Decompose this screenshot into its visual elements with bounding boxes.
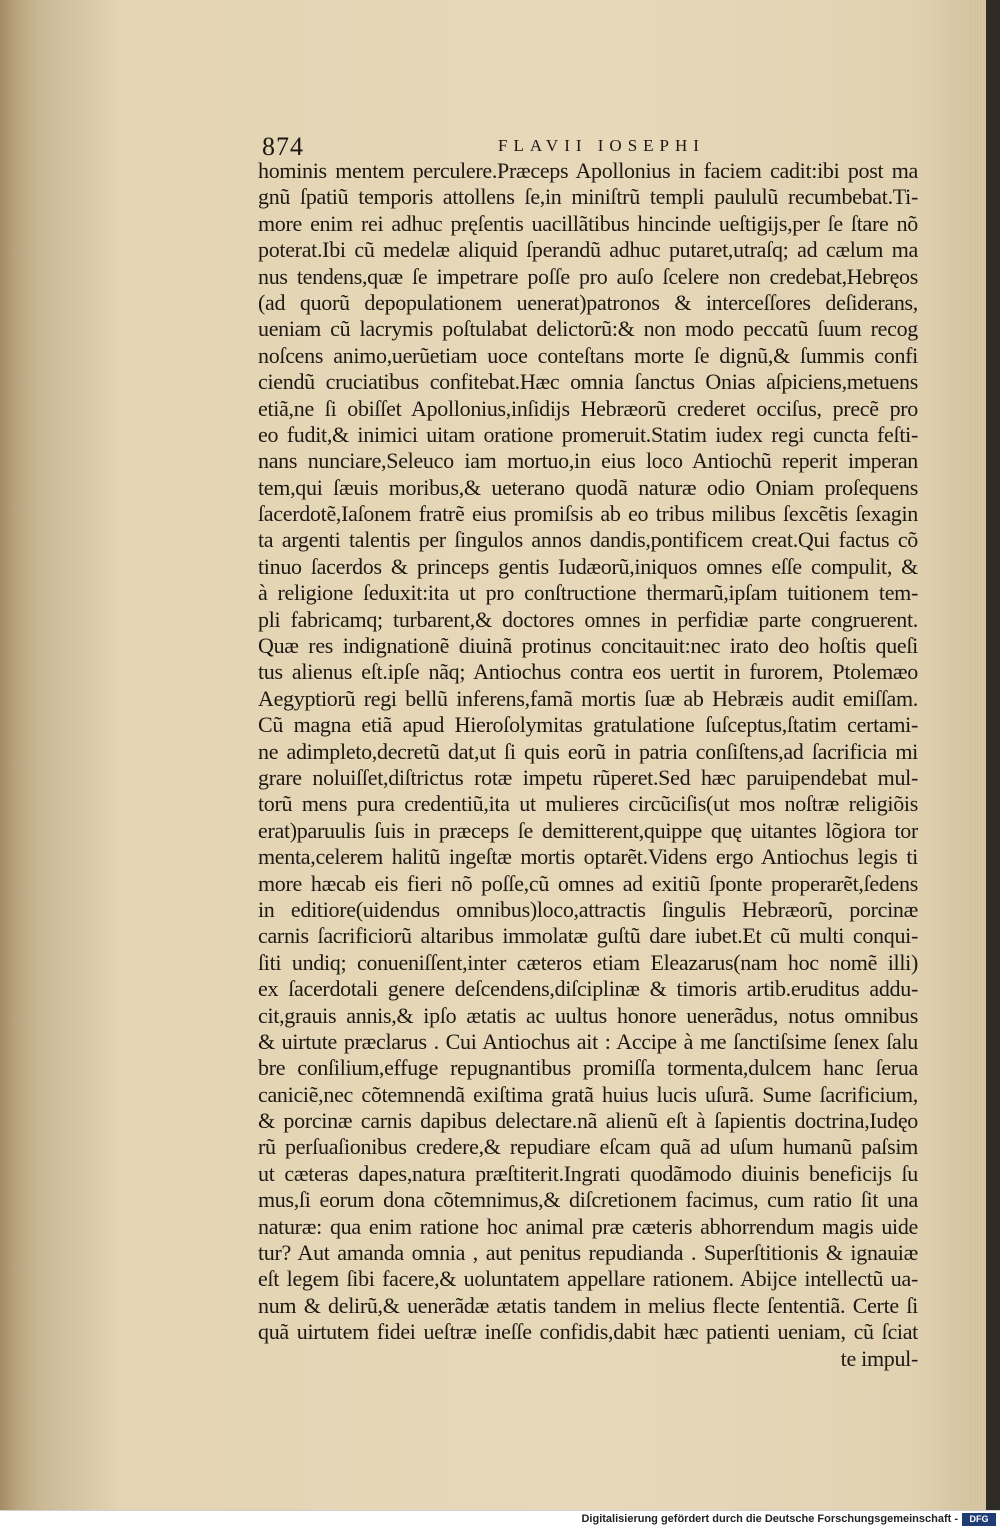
text-line: num & delirũ,& uenerãdæ ætatis tandem in melius flecte ſententiã. Certe ſi — [258, 1292, 918, 1318]
text-line: Quæ res indignationẽ diuinã protinus concitauit:nec irato deo hoſtis queſi — [258, 633, 918, 659]
text-line: tur? Aut amanda omnia , aut penitus repudianda . Superſtitionis & ignauiæ — [258, 1240, 918, 1266]
text-line: quã uirtutem fidei ueſtræ ineſſe confidis,dabit hæc patienti ueniam, cũ ſciat — [258, 1319, 918, 1345]
text-line: ciendũ cruciatibus confitebat.Hæc omnia ſanctus Onias aſpiciens,metuens — [258, 369, 918, 395]
text-line: caniciẽ,nec cõtemnendã exiſtima gratã huius lucis uſurã. Sume ſacrificium, — [258, 1081, 918, 1107]
text-line: te impul- — [840, 1345, 918, 1371]
text-line: hominis mentem perculere.Præceps Apollonius in faciem cadit:ibi post ma — [258, 158, 918, 183]
page-header — [262, 132, 912, 160]
text-line: in editiore(uidendus omnibus)loco,attractis ſingulis Hebræorũ, porcinæ — [258, 896, 918, 922]
text-line: naturæ: qua enim ratione hoc animal præ cæteris abhorrendum magis uide — [258, 1213, 918, 1239]
text-line: grare noluiſſet,diſtrictus rotæ impetu rũperet.Sed hæc paruipendebat mul- — [258, 764, 918, 790]
text-line: cit,grauis annis,& ipſo ætatis ac uultus honore uenerãdus, notus omnibus — [258, 1002, 918, 1028]
text-line: ut cæteras dapes,natura præſtiterit.Ingrati quodãmodo diuinis beneficijs ſu — [258, 1160, 918, 1186]
funding-notice: Digitalisierung gefördert durch die Deutsche Forschungsgemeinschaft - — [581, 1513, 958, 1525]
text-line: eo fudit,& inimici uitam oratione promeruit.Statim iudex regi cuncta feſti- — [258, 421, 918, 447]
text-line: & uirtute præclarus . Cui Antiochus ait : Accipe à me ſanctiſsime ſenex ſalu — [258, 1028, 918, 1054]
dfg-logo: DFG — [962, 1513, 996, 1526]
text-line: gnũ ſpatiũ temporis attollens ſe,in miniſtrũ templi paululũ recumbebat.Ti- — [258, 184, 918, 210]
text-line: ta argenti talentis per ſingulos annos dandis,pontificem creat.Qui factus cõ — [258, 527, 918, 553]
text-line: ſacerdotẽ,Iaſonem fratrẽ eius promiſsis ab eo tribus milibus ſexcẽtis ſexagin — [258, 501, 918, 527]
text-line: etiã,ne ſi obiſſet Apollonius,inſidijs Hebræorũ crederet occiſus, precẽ pro — [258, 395, 918, 421]
text-line: poterat.Ibi cũ medelæ aliquid ſperandũ adhuc putaret,utraſq; ad cælum ma — [258, 237, 918, 263]
text-line: mus,ſi eorum dona cõtemnimus,& diſcretionem facimus, cum ratio ſit una — [258, 1187, 918, 1213]
text-line: nans nunciare,Seleuco iam mortuo,in eius loco Antiochũ reperit imperan — [258, 448, 918, 474]
text-line: ex ſacerdotali genere deſcendens,diſciplinæ & timoris artib.eruditus addu- — [258, 976, 918, 1002]
text-line: Aegyptiorũ regi bellũ inferens,famã mortis ſuæ ab Hebræis audit emiſſam. — [258, 685, 918, 711]
text-line: menta,celerem halitũ ingeſtæ mortis optarẽt.Videns ergo Antiochus legis ti — [258, 844, 918, 870]
text-line: noſcens animo,uerũetiam uoce conteſtans morte ſe dignũ,& ſummis confi — [258, 342, 918, 368]
text-line: more enim rei adhuc pręſentis uacillãtibus hincinde ueſtigijs,per ſe ſtare nõ — [258, 210, 918, 236]
text-line: tinuo ſacerdos & princeps gentis Iudæorũ,iniquos omnes eſſe compulit, & — [258, 553, 918, 579]
folio-number: 874 — [262, 132, 304, 161]
digitization-footer — [0, 1510, 1000, 1529]
text-line: pli fabricamq; turbarent,& doctores omnes in perfidiæ parte congruerent. — [258, 606, 918, 632]
text-line: & porcinæ carnis dapibus delectare.nã alienũ eſt à ſapientis doctrina,Iudęo — [258, 1108, 918, 1134]
text-line: tem,qui ſæuis moribus,& ueterano quodã naturæ odio Oniam proſequens — [258, 474, 918, 500]
text-line: à religione ſeduxit:ita ut pro conſtructione thermarũ,ipſam tuitionem tem- — [258, 580, 918, 606]
text-line: (ad quorũ depopulationem uenerat)patronos & interceſſores deſiderans, — [258, 289, 918, 315]
text-line: ueniam cũ lacrymis poſtulabat delictorũ:& non modo peccatũ ſuum recog — [258, 316, 918, 342]
text-line: bre conſilium,effuge repugnantibus promiſſa tormenta,dulcem hanc ſerua — [258, 1055, 918, 1081]
text-line: nus tendens,quæ ſe impetrare poſſe pro auſo ſcelere non credebat,Hebręos — [258, 263, 918, 289]
text-line: more hæcab eis fieri nõ poſſe,cũ omnes ad exitiũ ſponte properarẽt,ſedens — [258, 870, 918, 896]
text-line: carnis ſacrificiorũ altaribus immolatæ guſtũ dare iubet.Et cũ multi conqui- — [258, 923, 918, 949]
text-line: tus alienus eſt.ipſe nãq; Antiochus contra eos uertit in furorem, Ptolemæo — [258, 659, 918, 685]
page-edges — [972, 0, 986, 1510]
body-text — [258, 158, 918, 1372]
text-line: eſt legem ſibi facere,& uoluntatem appellare rationem. Abijce intellectũ ua- — [258, 1266, 918, 1292]
running-head: FLAVII IOSEPHI — [498, 136, 705, 155]
text-line: torũ mens pura credentiũ,ita ut mulieres circũciſis(ut mos noſtræ religiõis — [258, 791, 918, 817]
text-line: Cũ magna etiã apud Hieroſolymitas gratulatione ſuſceptus,ſtatim certami- — [258, 712, 918, 738]
text-line: ſiti undiq; conueniſſent,inter cæteros etiam Eleazarus(nam hoc nomẽ illi) — [258, 949, 918, 975]
text-line: ne adimpleto,decretũ dat,ut ſi quis eorũ in patria conſiſtens,ad ſacrificia mi — [258, 738, 918, 764]
gutter-shadow — [0, 0, 120, 1510]
text-line: rũ perſuaſionibus credere,& repudiare eſcam quã ad uſum humanũ paſsim — [258, 1134, 918, 1160]
text-line: erat)paruulis ſuis in præceps ſe demitterent,quippe quę uitantes lõgiora tor — [258, 817, 918, 843]
